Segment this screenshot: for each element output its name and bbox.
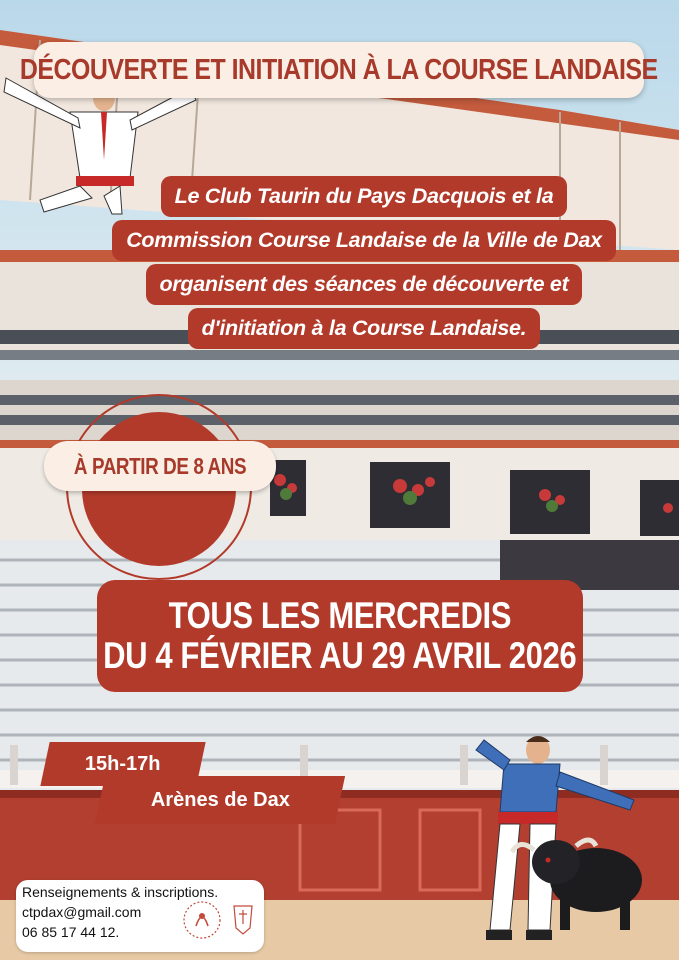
contact-email[interactable]: ctpdax@gmail.com [22,904,142,920]
place-badge [95,776,345,824]
club-taurin-logo-icon [180,898,224,942]
age-badge [44,441,276,491]
contact-box [16,880,264,952]
page-title: DÉCOUVERTE ET INITIATION À LA COURSE LANDAISE [20,53,658,86]
schedule-banner [97,580,583,692]
schedule-line-1: TOUS LES MERCREDIS [168,595,512,636]
intro-block [104,176,624,352]
intro-line: Commission Course Landaise de la Ville de Dax [112,220,616,261]
time-label: 15h-17h [85,752,161,775]
intro-line: Le Club Taurin du Pays Dacquois et la [161,176,568,217]
contact-phone[interactable]: 06 85 17 44 12. [22,924,120,940]
contact-heading: Renseignements & inscriptions. [22,884,219,900]
ville-de-dax-logo-icon [228,898,258,942]
age-badge-label: À PARTIR DE 8 ANS [73,452,247,479]
schedule-line-2: DU 4 FÉVRIER AU 29 AVRIL 2026 [103,635,577,676]
intro-line: d'initiation à la Course Landaise. [188,308,541,349]
title-banner [20,42,658,98]
place-label: Arènes de Dax [150,788,290,811]
intro-line: organisent des séances de découverte et [146,264,583,305]
